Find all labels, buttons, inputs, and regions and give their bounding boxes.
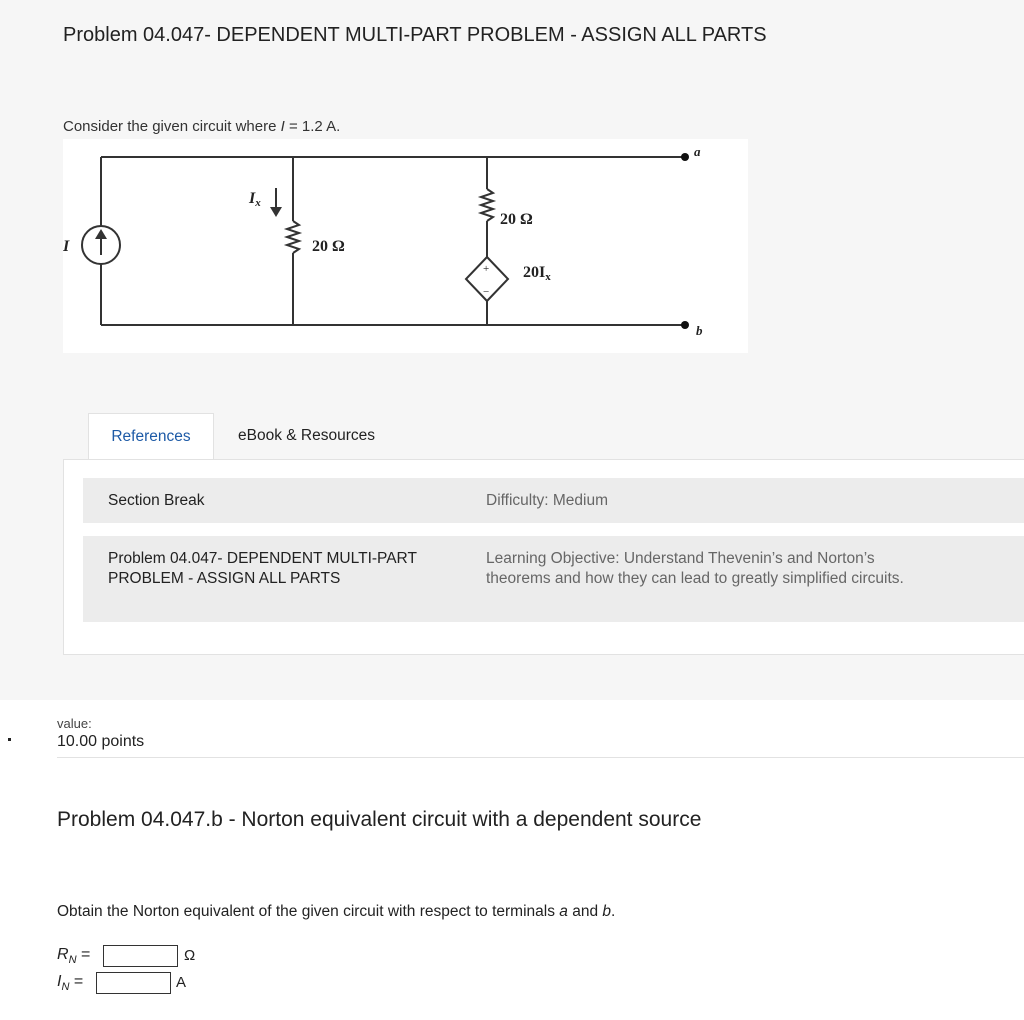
problem-name: Problem 04.047- DEPENDENT MULTI-PART PROBLEM - ASSIGN ALL PARTS: [108, 550, 417, 587]
ix-arrow-head: [270, 207, 282, 217]
difficulty-label: Difficulty: Medium: [486, 492, 609, 509]
tab-ebook-resources[interactable]: eBook & Resources: [238, 427, 375, 444]
ix-label: Ix: [249, 190, 261, 209]
r2-label: 20 Ω: [500, 211, 533, 228]
dep-plus-sign: +: [483, 263, 490, 275]
source-arrow-head: [95, 229, 107, 239]
rn-unit: Ω: [184, 947, 196, 964]
value-label: value:: [57, 716, 92, 731]
intro-text: [63, 118, 340, 135]
info-row-section: [83, 478, 1024, 523]
rn-input[interactable]: [103, 945, 178, 967]
question-term-b: b: [602, 903, 612, 920]
tab-references[interactable]: References: [88, 413, 214, 460]
question-and: and: [567, 903, 603, 920]
divider: [57, 757, 1024, 758]
section-break-label: Section Break: [108, 492, 205, 509]
bullet-dot: [8, 738, 11, 741]
r1-label: 20 Ω: [312, 238, 345, 255]
terminal-a-dot: [681, 153, 689, 161]
page-title: Problem 04.047- DEPENDENT MULTI-PART PROBLEM - ASSIGN ALL PARTS: [63, 24, 767, 46]
circuit-diagram: [63, 139, 748, 353]
terminal-b-dot: [681, 321, 689, 329]
learning-objective: Learning Objective: Understand Thevenin’s and Norton’s theorems and how they can lead to greatly simplified circuits.: [486, 550, 904, 587]
intro-var: I: [280, 118, 285, 135]
intro-suffix: = 1.2 A.: [284, 118, 341, 135]
resistor-1-icon: [287, 221, 299, 253]
intro-prefix: Consider the given circuit where: [63, 118, 281, 135]
terminal-b-label: b: [696, 323, 703, 338]
info-row-problem: [83, 536, 1024, 622]
question-end: .: [611, 903, 616, 920]
in-unit: A: [176, 974, 187, 991]
question-text: [57, 903, 615, 921]
value-points: 10.00 points: [57, 733, 145, 750]
rn-label: $R_N$ =: [57, 946, 91, 967]
question-term-a: a: [559, 903, 568, 920]
dep-source-label: 20Ix: [523, 264, 551, 283]
question-prefix: Obtain the Norton equivalent of the given circuit with respect to terminals: [57, 903, 560, 920]
part-b-title: Problem 04.047.b - Norton equivalent circuit with a dependent source: [57, 808, 702, 831]
circuit-svg: [63, 139, 748, 353]
terminal-a-label: a: [694, 144, 701, 159]
in-input[interactable]: [96, 972, 171, 994]
source-label: I: [63, 238, 70, 255]
dep-minus-sign: −: [483, 286, 490, 298]
resistor-2-icon: [481, 189, 493, 221]
in-label: $I_N$ =: [57, 973, 84, 994]
